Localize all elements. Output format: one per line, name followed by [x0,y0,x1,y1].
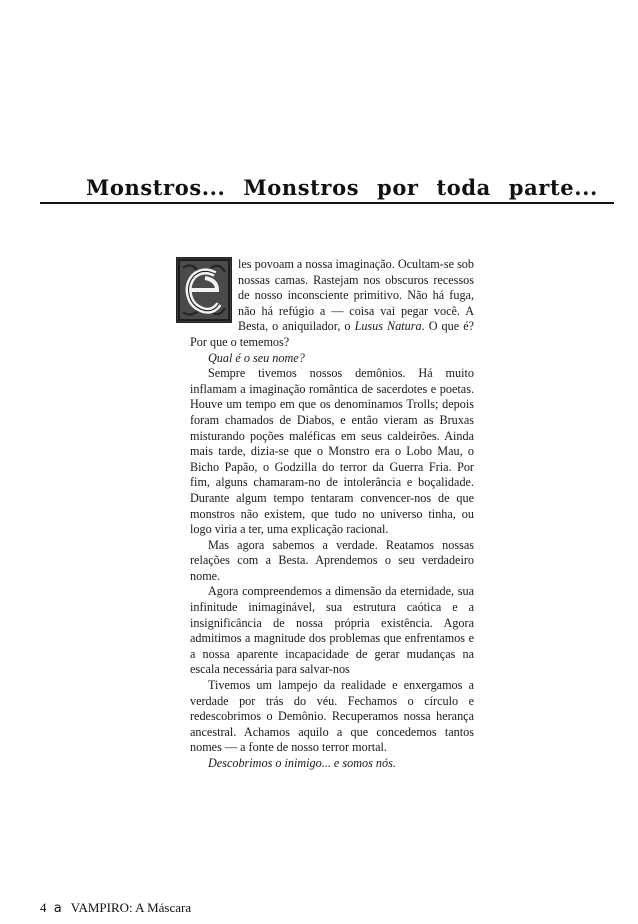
paragraph-5: Agora compreendemos a dimensão da eternidade, sua infinitude inimaginável, sua estrutura caótica e a insignificância de nossa própria existência. Agora admitimos a magnitude dos problemas que enfrentamos e a nossa aparente incapacidade de gerar mudanças na escala necessária para salvar-nos [190,584,474,677]
body-text-column [190,257,474,772]
footer-ornament: a [53,901,62,916]
book-title: VAMPIRO: A Máscara [70,900,192,915]
ornamental-dropcap [176,257,232,323]
paragraph-7: Descobrimos o inimigo... e somos nós. [208,756,396,770]
chapter-heading: Monstros... Monstros por toda parte... [86,175,598,200]
paragraph-4: Mas agora sabemos a verdade. Reatamos nossas relações com a Besta. Aprendemos o seu verdadeiro nome. [190,537,474,583]
page-footer [40,900,191,916]
paragraph-6: Tivemos um lampejo da realidade e enxergamos a verdade por trás do véu. Fechamos o círculo e redescobrimos o Demônio. Recuperamos nossa herança ancestral. Achamos aquilo a que concedemos tantos nomes — a fonte de nosso terror mortal. [190,678,474,755]
dropcap-e-icon [177,258,231,322]
paragraph-1: les povoam a nossa imaginação. Ocultam-se sob nossas camas. Rastejam nos obscuros recessos de nosso inconsciente primitivo. Não há fuga, não há refúgio a — coisa vai pegar você. A Besta, o aniquilador, o Lusus Natura. O que é? Por que o tememos? [190,257,475,349]
paragraph-2: Qual é o seu nome? [208,350,305,365]
paragraph-3: Sempre tivemos nossos demônios. Há muito inflamam a imaginação romântica de sacerdotes e poetas. Houve um tempo em que os denominamos Trolls; depois foram chamados de Diabos, e então vieram as Bruxas misturando poções maléficas em seus caldeirões. Ainda mais tarde, dizia-se que o Monstro era o Lobo Mau, o Bicho Papão, o Godzilla do terror da Guerra Fria. Por fim, alguns chamaram-no de intolerância e boçalidade. Durante algum tempo tentaram convencer-nos de que monstros não existem, que tudo no universo tinha, ou logo viria a ter, uma explicação racional. [190,366,474,537]
page-number: 4 [40,900,47,915]
heading-rule [40,202,614,204]
